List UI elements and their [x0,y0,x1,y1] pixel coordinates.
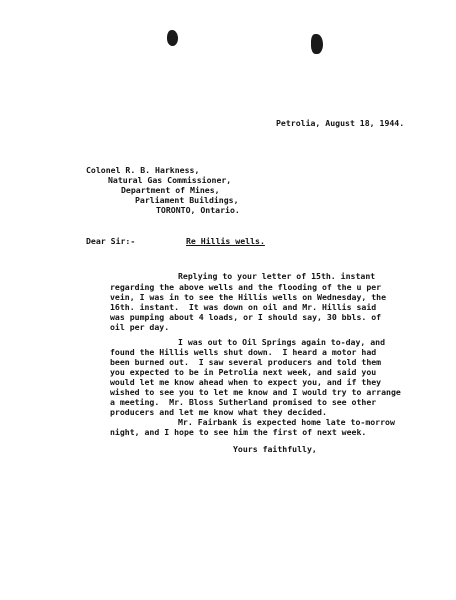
recipient-line: Department of Mines, [121,185,220,195]
body-line: found the Hillis wells shut down. I heard a motor had [110,347,377,357]
body-line: Mr. Fairbank is expected home late to-morrow [178,417,395,427]
recipient-line: Parliament Buildings, [135,195,239,205]
recipient-line: Natural Gas Commissioner, [108,175,232,185]
punch-hole-right [311,34,323,54]
body-line: 16th. instant. It was down on oil and Mr. Hillis said [110,302,377,312]
body-line: night, and I hope to see him the first of next week. [110,427,367,437]
body-line: been burned out. I saw several producers and told them [110,357,382,367]
closing: Yours faithfully, [233,444,317,454]
recipient-line: TORONTO, Ontario. [156,205,240,215]
body-line: would let me know ahead when to expect you, and if they [110,377,382,387]
recipient-line: Colonel R. B. Harkness, [86,165,200,175]
body-line: vein, I was in to see the Hillis wells on Wednesday, the [110,292,387,302]
salutation: Dear Sir:- [86,236,136,246]
body-line: oil per day. [110,322,170,332]
body-line: you expected to be in Petrolia next week, and said you [110,367,377,377]
body-line: was pumping about 4 loads, or I should say, 30 bbls. of [110,312,382,322]
body-line: regarding the above wells and the flooding of the u per [110,282,382,292]
body-line: a meeting. Mr. Bloss Sutherland promised to see other [110,397,377,407]
subject-line: Re Hillis wells. [186,236,265,246]
body-line: Replying to your letter of 15th. instant [178,271,376,281]
body-line: I was out to Oil Springs again to-day, and [178,337,386,347]
punch-hole-left [167,30,178,46]
dateline: Petrolia, August 18, 1944. [276,118,405,128]
body-line: producers and let me know what they decided. [110,407,327,417]
body-line: wished to see you to let me know and I would try to arrange [110,387,401,397]
